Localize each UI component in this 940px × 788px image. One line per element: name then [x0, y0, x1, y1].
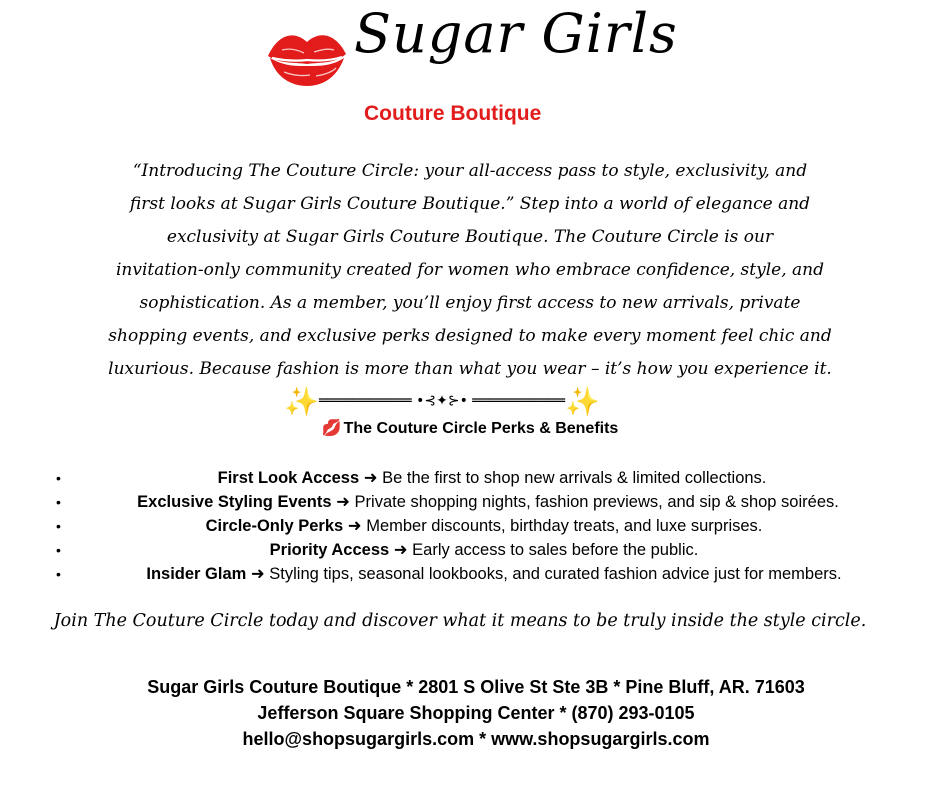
- perk-title: Exclusive Styling Events: [137, 493, 332, 511]
- kiss-icon: 💋: [321, 420, 342, 437]
- contact-email-website: hello@shopsugargirls.com * www.shopsugargirls.com: [242, 729, 710, 749]
- perk-item: [0, 490, 940, 514]
- bullet: •: [56, 470, 61, 486]
- perk-title: Priority Access: [269, 541, 390, 559]
- perks-heading: [0, 418, 940, 440]
- perk-description: ➜ Styling tips, seasonal lookbooks, and curated fashion advice just for members.: [246, 565, 842, 583]
- divider-ornament: ═══════════ •⊰✦⊱• ═══════════: [318, 393, 566, 409]
- bullet: •: [56, 566, 61, 582]
- perks-list: [0, 466, 940, 586]
- perk-item: [0, 562, 940, 586]
- perk-title: Circle-Only Perks: [205, 517, 344, 535]
- perk-description: ➜ Early access to sales before the public.: [389, 541, 699, 559]
- brand-subtitle: Couture Boutique: [364, 102, 542, 125]
- intro-paragraph: [100, 155, 840, 386]
- contact-location-phone: Jefferson Square Shopping Center * (870) 293-0105: [257, 703, 695, 723]
- perk-description: ➜ Member discounts, birthday treats, and luxe surprises.: [343, 517, 763, 535]
- bullet: •: [56, 518, 61, 534]
- sparkles-icon: ✨: [565, 384, 600, 418]
- perk-item: [0, 514, 940, 538]
- intro-line: exclusivity at Sugar Girls Couture Boutique. The Couture Circle is our: [166, 227, 774, 247]
- bullet: •: [56, 542, 61, 558]
- perk-item: [0, 466, 940, 490]
- sparkles-icon: ✨: [284, 384, 319, 418]
- contact-block: [0, 674, 940, 752]
- ornament-divider: [172, 384, 712, 418]
- intro-line: luxurious. Because fashion is more than what you wear – it’s how you experience it.: [108, 359, 832, 379]
- perk-description: ➜ Be the first to shop new arrivals & limited collections.: [359, 469, 767, 487]
- logo: [262, 2, 678, 130]
- intro-line: “Introducing The Couture Circle: your all-access pass to style, exclusivity, and: [132, 161, 808, 181]
- join-call-to-action: Join The Couture Circle today and discover what it means to be truly inside the style circle.: [53, 611, 867, 631]
- perk-title: Insider Glam: [146, 565, 247, 583]
- brand-name: Sugar Girls: [354, 2, 678, 65]
- bullet: •: [56, 494, 61, 510]
- lips-icon: [264, 20, 350, 90]
- perk-description: ➜ Private shopping nights, fashion previews, and sip & shop soirées.: [331, 493, 839, 511]
- intro-line: sophistication. As a member, you’ll enjoy first access to new arrivals, private: [139, 293, 801, 313]
- perks-heading-text: The Couture Circle Perks & Benefits: [343, 420, 619, 437]
- perk-item: [0, 538, 940, 562]
- intro-line: shopping events, and exclusive perks designed to make every moment feel chic and: [108, 326, 832, 346]
- intro-line: first looks at Sugar Girls Couture Boutique.” Step into a world of elegance and: [129, 194, 811, 214]
- contact-address: Sugar Girls Couture Boutique * 2801 S Olive St Ste 3B * Pine Bluff, AR. 71603: [147, 677, 805, 697]
- perk-title: First Look Access: [217, 469, 360, 487]
- intro-line: invitation-only community created for women who embrace confidence, style, and: [116, 260, 824, 280]
